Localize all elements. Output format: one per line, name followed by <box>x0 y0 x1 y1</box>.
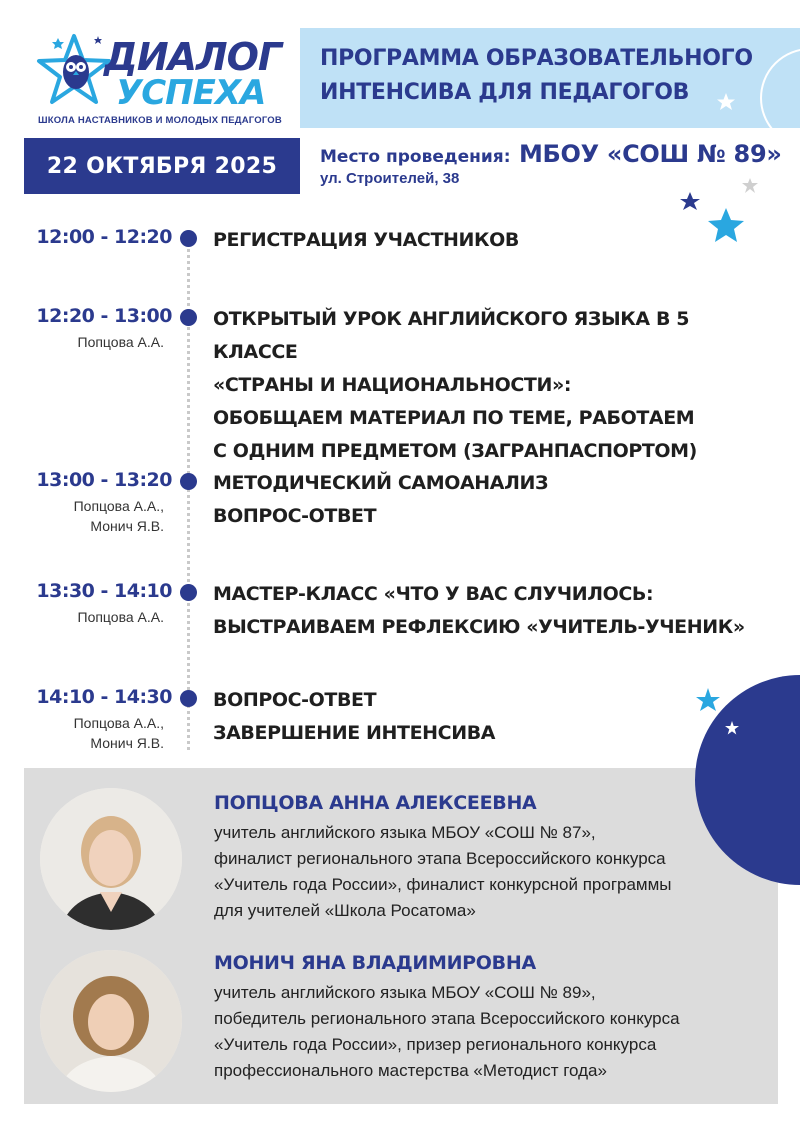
timeline-dot <box>180 309 197 326</box>
logo-word-dialog: ДИАЛОГ <box>104 35 282 79</box>
avatar <box>40 788 182 930</box>
schedule-time: 13:30 - 14:10 <box>36 580 172 602</box>
schedule-line: ВОПРОС-ОТВЕТ <box>213 689 377 711</box>
venue <box>320 140 782 187</box>
logo-word-uspekha: УСПЕХА <box>116 73 266 113</box>
schedule-presenters <box>14 713 164 753</box>
timeline-dot <box>180 230 197 247</box>
presenter-name: Попцова А.А., <box>73 498 164 514</box>
schedule-description <box>213 303 773 468</box>
logo-subtitle: ШКОЛА НАСТАВНИКОВ И МОЛОДЫХ ПЕДАГОГОВ <box>38 115 282 126</box>
speaker-photo-icon <box>40 788 182 930</box>
timeline-dot <box>180 690 197 707</box>
speakers-panel <box>24 768 778 1104</box>
star-icon <box>716 92 736 112</box>
timeline-dot <box>180 473 197 490</box>
speaker-description-line: для учителей «Школа Росатома» <box>214 901 476 920</box>
schedule-line: С ОДНИМ ПРЕДМЕТОМ (ЗАГРАНПАСПОРТОМ) <box>213 440 697 462</box>
schedule-line: ОТКРЫТЫЙ УРОК АНГЛИЙСКОГО ЯЗЫКА В 5 КЛАССЕ <box>213 308 690 363</box>
schedule-time: 12:00 - 12:20 <box>36 226 172 248</box>
venue-address: ул. Строителей, 38 <box>320 170 460 187</box>
header-title-panel <box>300 28 800 128</box>
venue-name: МБОУ «СОШ № 89» <box>518 140 782 168</box>
schedule-presenters <box>14 332 164 352</box>
speaker-description-line: профессионального мастерства «Методист года» <box>214 1061 607 1080</box>
timeline-line <box>187 230 190 750</box>
presenter-name: Монич Я.В. <box>90 735 164 751</box>
timeline-dot <box>180 584 197 601</box>
page-title-line: ИНТЕНСИВА ДЛЯ ПЕДАГОГОВ <box>320 80 690 105</box>
schedule-description <box>213 684 773 750</box>
speaker-description-line: «Учитель года России», финалист конкурсной программы <box>214 875 672 894</box>
schedule-description <box>213 224 773 257</box>
schedule-presenters <box>14 607 164 627</box>
schedule-line: МАСТЕР-КЛАСС «ЧТО У ВАС СЛУЧИЛОСЬ: <box>213 583 654 605</box>
speaker-description-line: победитель регионального этапа Всероссийского конкурса <box>214 1009 680 1028</box>
avatar <box>40 950 182 1092</box>
speaker-description-line: учитель английского языка МБОУ «СОШ № 89», <box>214 983 596 1002</box>
logo <box>36 30 286 130</box>
schedule-description <box>213 467 773 533</box>
schedule-line: ВОПРОС-ОТВЕТ <box>213 505 377 527</box>
speaker-description-line: финалист регионального этапа Всероссийского конкурса <box>214 849 666 868</box>
page-title-line: ПРОГРАММА ОБРАЗОВАТЕЛЬНОГО <box>320 46 753 71</box>
schedule-presenters <box>14 496 164 536</box>
star-icon <box>680 192 700 210</box>
decorative-ring <box>760 48 800 128</box>
speaker-description <box>214 820 774 924</box>
schedule-time: 13:00 - 13:20 <box>36 469 172 491</box>
speaker-name: МОНИЧ ЯНА ВЛАДИМИРОВНА <box>214 952 536 974</box>
speaker-photo-icon <box>40 950 182 1092</box>
schedule-time: 12:20 - 13:00 <box>36 305 172 327</box>
page-title <box>320 42 753 110</box>
schedule-line: РЕГИСТРАЦИЯ УЧАСТНИКОВ <box>213 229 519 251</box>
speaker-name: ПОПЦОВА АННА АЛЕКСЕЕВНА <box>214 792 537 814</box>
presenter-name: Монич Я.В. <box>90 518 164 534</box>
schedule-line: ЗАВЕРШЕНИЕ ИНТЕНСИВА <box>213 722 496 744</box>
schedule-description <box>213 578 773 644</box>
speaker-description-line: «Учитель года России», призер регионального конкурса <box>214 1035 657 1054</box>
schedule-time: 14:10 - 14:30 <box>36 686 172 708</box>
star-icon <box>725 721 739 735</box>
schedule-line: МЕТОДИЧЕСКИЙ САМОАНАЛИЗ <box>213 472 549 494</box>
presenter-name: Попцова А.А. <box>77 334 164 350</box>
speaker-description-line: учитель английского языка МБОУ «СОШ № 87», <box>214 823 596 842</box>
schedule-line: ОБОБЩАЕМ МАТЕРИАЛ ПО ТЕМЕ, РАБОТАЕМ <box>213 407 695 429</box>
presenter-name: Попцова А.А. <box>77 609 164 625</box>
schedule-line: «СТРАНЫ И НАЦИОНАЛЬНОСТИ»: <box>213 374 572 396</box>
presenter-name: Попцова А.А., <box>73 715 164 731</box>
schedule-line: ВЫСТРАИВАЕМ РЕФЛЕКСИЮ «УЧИТЕЛЬ-УЧЕНИК» <box>213 616 745 638</box>
speaker-description <box>214 980 774 1084</box>
event-date: 22 ОКТЯБРЯ 2025 <box>24 138 300 194</box>
venue-label: Место проведения: <box>320 147 511 167</box>
